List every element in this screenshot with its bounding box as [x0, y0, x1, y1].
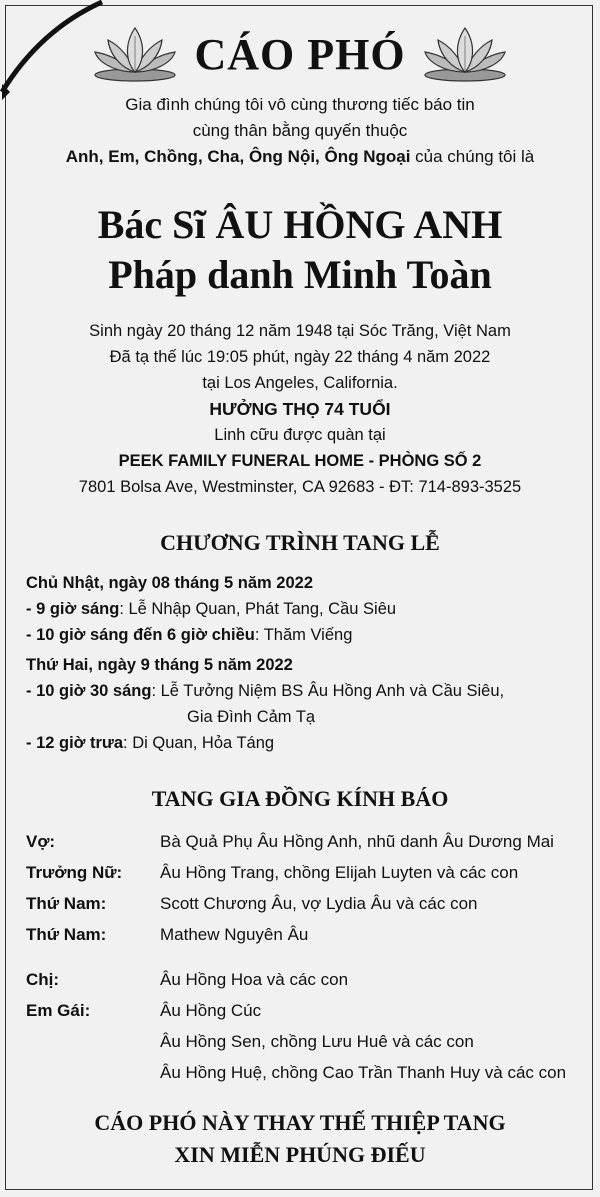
schedule-time: - 9 giờ sáng: [26, 600, 120, 618]
funeral-address: 7801 Bolsa Ave, Westminster, CA 92683 - ĐT: 714-893-3525: [78, 478, 522, 496]
family-relation: [26, 1057, 160, 1088]
death-info: Đã tạ thế lúc 19:05 phút, ngày 22 tháng 4 năm 2022: [109, 348, 491, 366]
family-member: Bà Quả Phụ Âu Hồng Anh, nhũ danh Âu Dương Mai: [160, 832, 554, 851]
family-relation: Trưởng Nữ:: [26, 863, 123, 882]
schedule-event: : Lễ Tưởng Niệm BS Âu Hồng Anh và Cầu Siêu,: [151, 682, 505, 700]
relations-bold: Anh, Em, Chồng, Cha, Ông Nội, Ông Ngoại: [65, 147, 411, 166]
intro-line-2: cùng thân bằng quyến thuộc: [192, 121, 408, 140]
family-relation: Chị:: [26, 970, 60, 989]
deceased-name: [0, 200, 600, 300]
family-group-1: [26, 826, 586, 950]
family-group-2: [26, 964, 586, 1088]
schedule-time: - 10 giờ 30 sáng: [26, 682, 152, 700]
page-title: CÁO PHÓ: [194, 29, 406, 79]
family-member: Âu Hồng Hoa và các con: [160, 970, 349, 989]
family-member: Mathew Nguyên Âu: [160, 925, 309, 944]
family-relation: [26, 1026, 160, 1057]
family-member: Âu Hồng Cúc: [160, 1001, 262, 1020]
schedule-title: CHƯƠNG TRÌNH TANG LỄ: [160, 530, 440, 555]
family-member: Âu Hồng Trang, chồng Elijah Luyten và các con: [160, 863, 519, 882]
family-title: TANG GIA ĐỒNG KÍNH BÁO: [151, 786, 449, 811]
lotus-icon: [422, 26, 508, 82]
death-place: tại Los Angeles, California.: [202, 374, 398, 392]
family-row: [26, 857, 586, 888]
age-at-death: HƯỞNG THỌ 74 TUỔI: [209, 399, 391, 419]
family-relation: Thứ Nam:: [26, 925, 107, 944]
intro: [0, 92, 600, 170]
family-row: [26, 1026, 586, 1057]
footer-line-1: CÁO PHÓ NÀY THAY THẾ THIỆP TANG: [94, 1110, 506, 1135]
schedule-day-1: [26, 570, 586, 648]
schedule-event-cont: Gia Đình Cảm Tạ: [187, 708, 316, 726]
family-row: [26, 1057, 586, 1088]
schedule-time: - 12 giờ trưa: [26, 734, 124, 752]
family-relation: Em Gái:: [26, 1001, 91, 1020]
schedule-event: : Di Quan, Hỏa Táng: [123, 734, 275, 752]
schedule-day-2: [26, 652, 586, 756]
family-member: Âu Hồng Sen, chồng Lưu Huê và các con: [160, 1032, 474, 1051]
header: [0, 22, 600, 86]
family-member: Âu Hồng Huệ, chồng Cao Trần Thanh Huy và các con: [160, 1063, 567, 1082]
family-row: [26, 964, 586, 995]
schedule-time: - 10 giờ sáng đến 6 giờ chiều: [26, 626, 255, 644]
family-relation: Vợ:: [26, 832, 56, 851]
schedule-item: [26, 678, 586, 704]
footer: [0, 1107, 600, 1171]
schedule-date: Chủ Nhật, ngày 08 tháng 5 năm 2022: [26, 574, 313, 592]
schedule-event: Thăm Viếng: [263, 626, 353, 644]
lotus-icon: [92, 26, 178, 82]
relations-tail: của chúng tôi là: [410, 147, 535, 166]
intro-relations: [0, 144, 600, 170]
schedule-date: Thứ Hai, ngày 9 tháng 5 năm 2022: [26, 656, 293, 674]
family-row: [26, 888, 586, 919]
deceased-title-name: Bác Sĩ ÂU HỒNG ANH: [97, 202, 503, 247]
dharma-name: Pháp danh Minh Toàn: [108, 252, 492, 297]
funeral-home: PEEK FAMILY FUNERAL HOME - PHÒNG SỐ 2: [118, 452, 482, 470]
schedule-item: [26, 622, 586, 648]
footer-line-2: XIN MIỄN PHÚNG ĐIẾU: [174, 1142, 426, 1167]
family-row: [26, 995, 586, 1026]
family-relation: Thứ Nam:: [26, 894, 107, 913]
family-row: [26, 919, 586, 950]
deceased-info: [0, 318, 600, 500]
schedule-event: Lễ Nhập Quan, Phát Tang, Cầu Siêu: [128, 600, 397, 618]
intro-line-1: Gia đình chúng tôi vô cùng thương tiếc báo tin: [125, 95, 475, 114]
schedule-item: [26, 730, 586, 756]
family-row: [26, 826, 586, 857]
schedule-item: [26, 596, 586, 622]
schedule-sep: :: [119, 600, 129, 618]
schedule-sep: :: [254, 626, 264, 644]
birth-info: Sinh ngày 20 tháng 12 năm 1948 tại Sóc Trăng, Việt Nam: [89, 322, 511, 340]
repose-label: Linh cữu được quàn tại: [214, 426, 386, 444]
family-member: Scott Chương Âu, vợ Lydia Âu và các con: [160, 894, 478, 913]
